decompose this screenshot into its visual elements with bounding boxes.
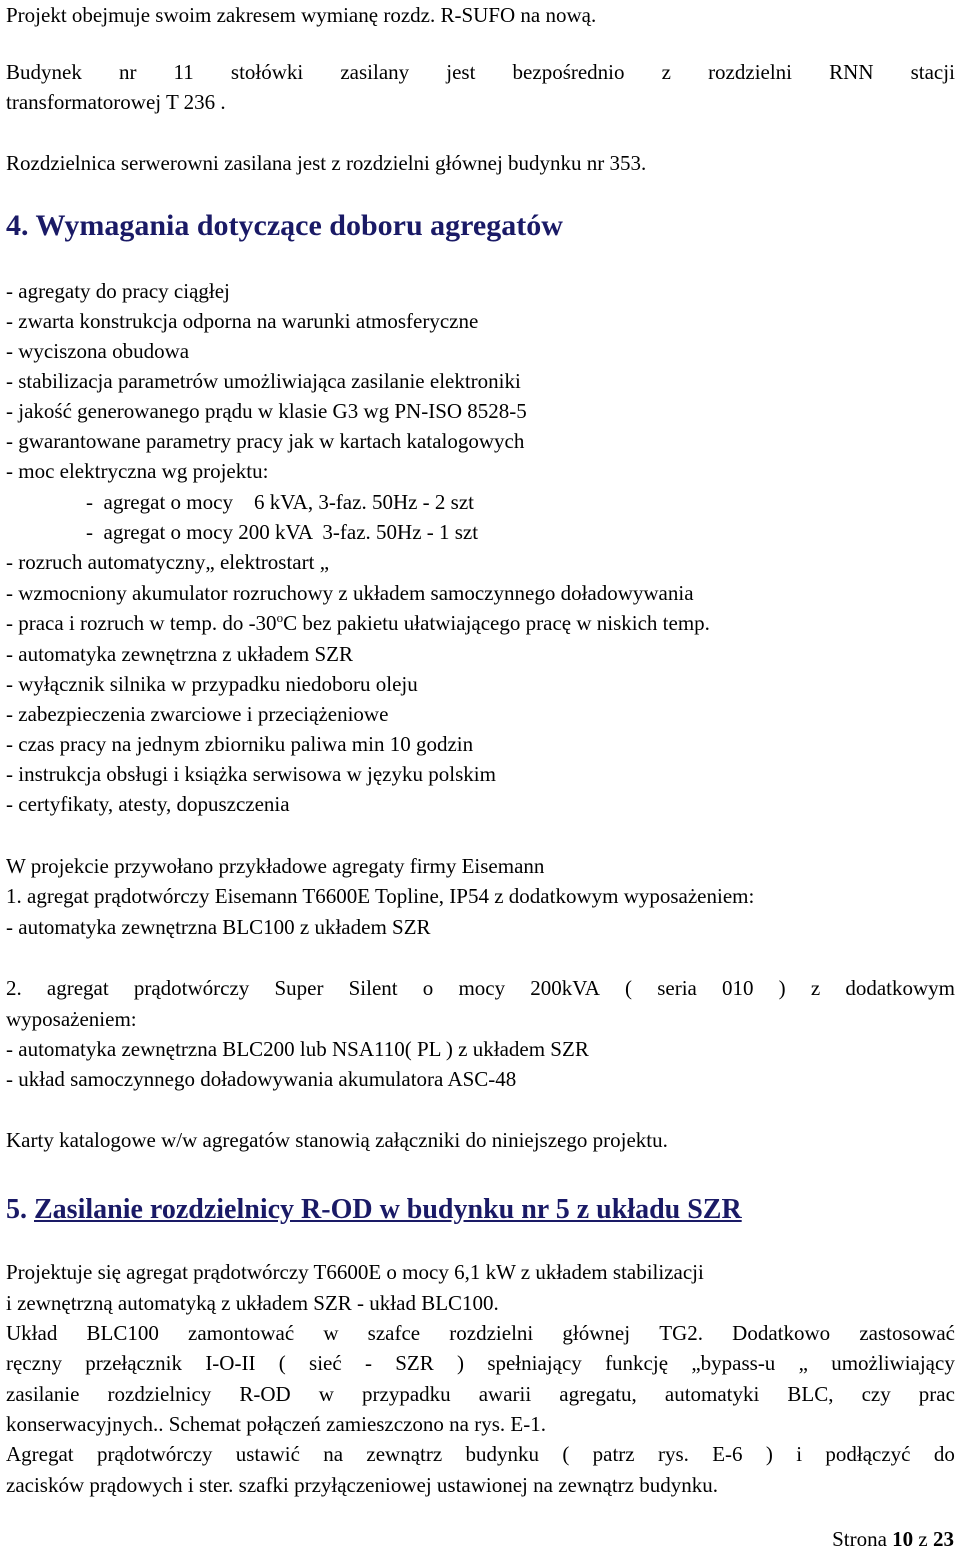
intro-line-1: Projekt obejmuje swoim zakresem wymianę rozdz. R-SUFO na nową. [6,3,597,27]
req-item-temperature [6,608,710,638]
s5-line: ręczny przełącznik I-O-II ( sieć - SZR ) spełniający funkcję „bypass-u „ umożliwiający [6,1351,955,1375]
s5-line: Projektuje się agregat prądotwórczy T6600E o mocy 6,1 kW z układem stabilizacji [6,1260,704,1284]
intro-line-2a: Budynek nr 11 stołówki zasilany jest bezpośrednio z rozdzielni RNN stacji [6,60,955,84]
page-footer [832,1524,954,1554]
section-5-title: Zasilanie rozdzielnicy R-OD w budynku nr 5 z układu SZR [34,1194,742,1225]
req-item: - jakość generowanego prądu w klasie G3 wg PN-ISO 8528-5 [6,399,527,423]
req-item: - czas pracy na jednym zbiorniku paliwa min 10 godzin [6,732,474,756]
s5-line: zacisków prądowych i ster. szafki przyłączeniowej ustawionej na zewnątrz budynku. [6,1473,718,1497]
intro-line-3: Rozdzielnica serwerowni zasilana jest z rozdzielni głównej budynku nr 353. [6,151,647,175]
paragraph-line: 1. agregat prądotwórczy Eisemann T6600E Topline, IP54 z dodatkowym wyposażeniem: [6,884,755,908]
temp-text-post: C bez pakietu ułatwiającego pracę w niskich temp. [283,611,710,635]
footer-prefix: Strona [832,1527,893,1551]
req-item: - rozruch automatyczny„ elektrostart „ [6,550,330,574]
power-subitem-2: - agregat o mocy 200 kVA 3-faz. 50Hz - 1 szt [86,520,479,544]
req-item: - zabezpieczenia zwarciowe i przeciążeniowe [6,702,389,726]
paragraph-line: W projekcie przywołano przykładowe agregaty firmy Eisemann [6,854,545,878]
intro-line-2b: transformatorowej T 236 . [6,90,226,114]
req-item: - stabilizacja parametrów umożliwiająca zasilanie elektroniki [6,369,521,393]
paragraph-line: wyposażeniem: [6,1007,137,1031]
paragraph-line: 2. agregat prądotwórczy Super Silent o mocy 200kVA ( seria 010 ) z dodatkowym [6,976,955,1000]
section-5-number: 5. [6,1194,34,1225]
section-5-heading [6,1192,742,1228]
total-page-number: 23 [933,1527,954,1551]
section-4-heading: 4. Wymagania dotyczące doboru agregatów [6,209,563,242]
footer-mid: z [913,1527,933,1551]
req-item: - wyciszona obudowa [6,339,190,363]
s5-line: Agregat prądotwórczy ustawić na zewnątrz budynku ( patrz rys. E-6 ) i podłączyć do [6,1442,955,1466]
temp-text-pre: - praca i rozruch w temp. do -30 [6,611,277,635]
s5-line: Układ BLC100 zamontować w szafce rozdzielni głównej TG2. Dodatkowo zastosować [6,1321,955,1345]
req-item: - instrukcja obsługi i książka serwisowa w języku polskim [6,762,496,786]
current-page-number: 10 [892,1527,914,1551]
req-item: - zwarta konstrukcja odporna na warunki atmosferyczne [6,309,479,333]
req-item: - wzmocniony akumulator rozruchowy z układem samoczynnego doładowywania [6,581,694,605]
req-item: - gwarantowane parametry pracy jak w kartach katalogowych [6,429,525,453]
req-item: - moc elektryczna wg projektu: [6,459,269,483]
req-item: - automatyka zewnętrzna z układem SZR [6,642,353,666]
degree-superscript: o [276,610,284,625]
req-item: - certyfikaty, atesty, dopuszczenia [6,792,290,816]
req-item: - wyłącznik silnika w przypadku niedoboru oleju [6,672,418,696]
s5-line: konserwacyjnych.. Schemat połączeń zamieszczono na rys. E-1. [6,1412,546,1436]
s5-line: i zewnętrzną automatyką z układem SZR - układ BLC100. [6,1291,499,1315]
req-item: - agregaty do pracy ciągłej [6,279,230,303]
s5-line: zasilanie rozdzielnicy R-OD w przypadku awarii agregatu, automatyki BLC, czy prac [6,1382,955,1406]
paragraph-line: - automatyka zewnętrzna BLC100 z układem SZR [6,915,431,939]
paragraph-line: - układ samoczynnego doładowywania akumulatora ASC-48 [6,1067,517,1091]
paragraph-line: Karty katalogowe w/w agregatów stanowią załączniki do niniejszego projektu. [6,1128,668,1152]
paragraph-line: - automatyka zewnętrzna BLC200 lub NSA110( PL ) z układem SZR [6,1037,589,1061]
power-subitem-1: - agregat o mocy 6 kVA, 3-faz. 50Hz - 2 szt [86,490,474,514]
